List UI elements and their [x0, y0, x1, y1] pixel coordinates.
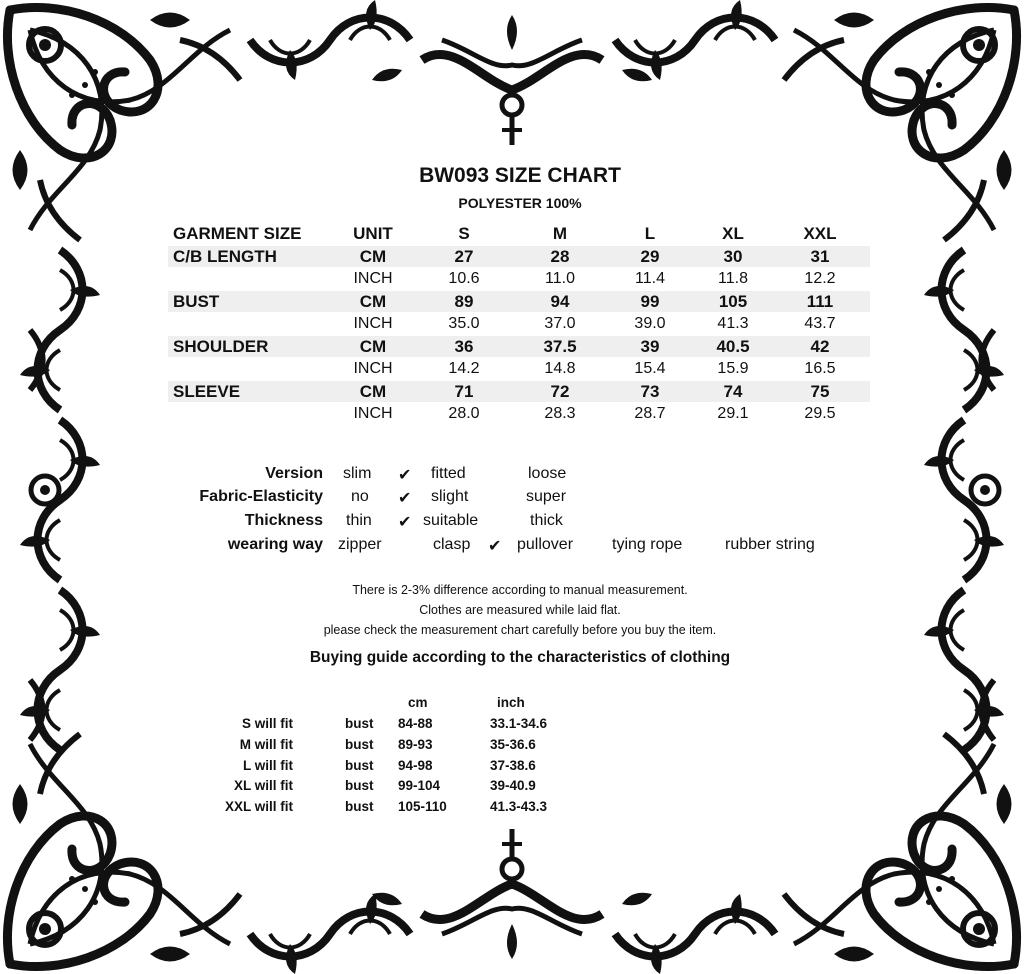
cell: 89	[454, 292, 474, 311]
row-label-cb-length: C/B LENGTH	[173, 247, 277, 266]
fit-label: M will fit	[239, 737, 293, 752]
cell: 15.9	[717, 360, 749, 377]
wearing-way-label: wearing way	[227, 536, 323, 553]
col-header-inch: inch	[497, 695, 525, 710]
cell: 15.4	[634, 360, 666, 377]
row-label-bust: BUST	[173, 292, 220, 311]
option: clasp	[433, 536, 471, 553]
option-selected: slight	[431, 488, 469, 505]
cell: 43.7	[804, 315, 836, 332]
cell: 27	[454, 247, 474, 266]
cell: 11.0	[545, 270, 575, 287]
option: super	[526, 488, 567, 505]
cell: 28.7	[634, 405, 666, 422]
fit-label: L will fit	[243, 758, 293, 773]
row-label-shoulder: SHOULDER	[173, 337, 269, 356]
fit-label: XXL will fit	[224, 799, 293, 814]
cell: 105	[718, 292, 748, 311]
chart-title: BW093 SIZE CHART	[419, 164, 621, 187]
measure-part: bust	[345, 737, 374, 752]
option: thin	[346, 512, 372, 529]
check-icon: ✔	[488, 538, 502, 555]
header-size-l: L	[644, 224, 656, 243]
option: slim	[343, 465, 372, 482]
cell: 14.2	[448, 360, 480, 377]
range-cm: 89-93	[398, 737, 433, 752]
option-selected: fitted	[431, 465, 466, 482]
cell: 111	[806, 292, 834, 311]
unit-cm: CM	[359, 337, 387, 356]
cell: 72	[550, 382, 570, 401]
cell: 74	[723, 382, 743, 401]
measure-part: bust	[345, 778, 374, 793]
unit-inch: INCH	[353, 360, 393, 377]
header-size-xl: XL	[722, 224, 744, 243]
unit-cm: CM	[359, 292, 387, 311]
cell: 39.0	[634, 315, 666, 332]
cell: 10.6	[448, 270, 480, 287]
range-inch: 39-40.9	[490, 778, 536, 793]
cell: 41.3	[717, 315, 749, 332]
material-subtitle: POLYESTER 100%	[458, 195, 582, 211]
unit-inch: INCH	[353, 315, 393, 332]
fit-label: XL will fit	[233, 778, 293, 793]
cell: 16.5	[804, 360, 836, 377]
cell: 29.1	[717, 405, 749, 422]
thickness-label: Thickness	[244, 512, 323, 529]
cell: 29.5	[804, 405, 836, 422]
buying-guide-title: Buying guide according to the characteristics of clothing	[309, 649, 731, 666]
cell: 37.0	[544, 315, 576, 332]
option: rubber string	[725, 536, 815, 553]
cell: 28.3	[544, 405, 576, 422]
unit-inch: INCH	[353, 405, 393, 422]
header-unit: UNIT	[353, 224, 393, 243]
row-label-sleeve: SLEEVE	[173, 382, 241, 401]
note-measurement-difference: There is 2-3% difference according to manual measurement.	[352, 583, 688, 597]
option: no	[351, 488, 369, 505]
range-cm: 84-88	[398, 716, 433, 731]
option-selected: pullover	[517, 536, 574, 553]
cell: 99	[640, 292, 660, 311]
option-selected: suitable	[423, 512, 479, 529]
note-check-chart: please check the measurement chart carefully before you buy the item.	[323, 623, 717, 637]
cell: 37.5	[543, 337, 577, 356]
cell: 11.4	[635, 270, 665, 287]
cell: 42	[810, 337, 830, 356]
measure-part: bust	[345, 799, 374, 814]
cell: 28.0	[448, 405, 480, 422]
cell: 28	[550, 247, 570, 266]
range-cm: 99-104	[398, 778, 441, 793]
cell: 35.0	[448, 315, 480, 332]
header-garment-size: GARMENT SIZE	[173, 224, 302, 243]
cell: 94	[550, 292, 570, 311]
cell: 29	[640, 247, 660, 266]
col-header-cm: cm	[408, 695, 428, 710]
option: zipper	[338, 536, 382, 553]
note-laid-flat: Clothes are measured while laid flat.	[419, 603, 621, 617]
measure-part: bust	[345, 716, 374, 731]
unit-cm: CM	[359, 382, 387, 401]
option: tying rope	[612, 536, 683, 553]
cell: 31	[810, 247, 830, 266]
version-label: Version	[265, 465, 323, 482]
range-inch: 37-38.6	[490, 758, 536, 773]
measure-part: bust	[345, 758, 374, 773]
header-size-m: M	[552, 224, 568, 243]
range-cm: 94-98	[398, 758, 433, 773]
cell: 11.8	[718, 270, 748, 287]
header-size-s: S	[458, 224, 470, 243]
check-icon: ✔	[398, 467, 412, 484]
unit-cm: CM	[359, 247, 387, 266]
range-cm: 105-110	[398, 799, 447, 814]
cell: 71	[454, 382, 474, 401]
range-inch: 33.1-34.6	[490, 716, 548, 731]
range-inch: 35-36.6	[490, 737, 536, 752]
cell: 36	[454, 337, 474, 356]
option: thick	[530, 512, 563, 529]
unit-inch: INCH	[353, 270, 393, 287]
fabric-elasticity-label: Fabric-Elasticity	[199, 488, 323, 505]
range-inch: 41.3-43.3	[490, 799, 548, 814]
cell: 39	[640, 337, 660, 356]
cell: 75	[810, 382, 830, 401]
fit-label: S will fit	[241, 716, 293, 731]
cell: 30	[723, 247, 743, 266]
cell: 12.2	[804, 270, 836, 287]
cell: 14.8	[544, 360, 576, 377]
check-icon: ✔	[398, 490, 412, 507]
option: loose	[528, 465, 567, 482]
cell: 73	[640, 382, 660, 401]
header-size-xxl: XXL	[803, 224, 837, 243]
check-icon: ✔	[398, 514, 412, 531]
cell: 40.5	[716, 337, 750, 356]
